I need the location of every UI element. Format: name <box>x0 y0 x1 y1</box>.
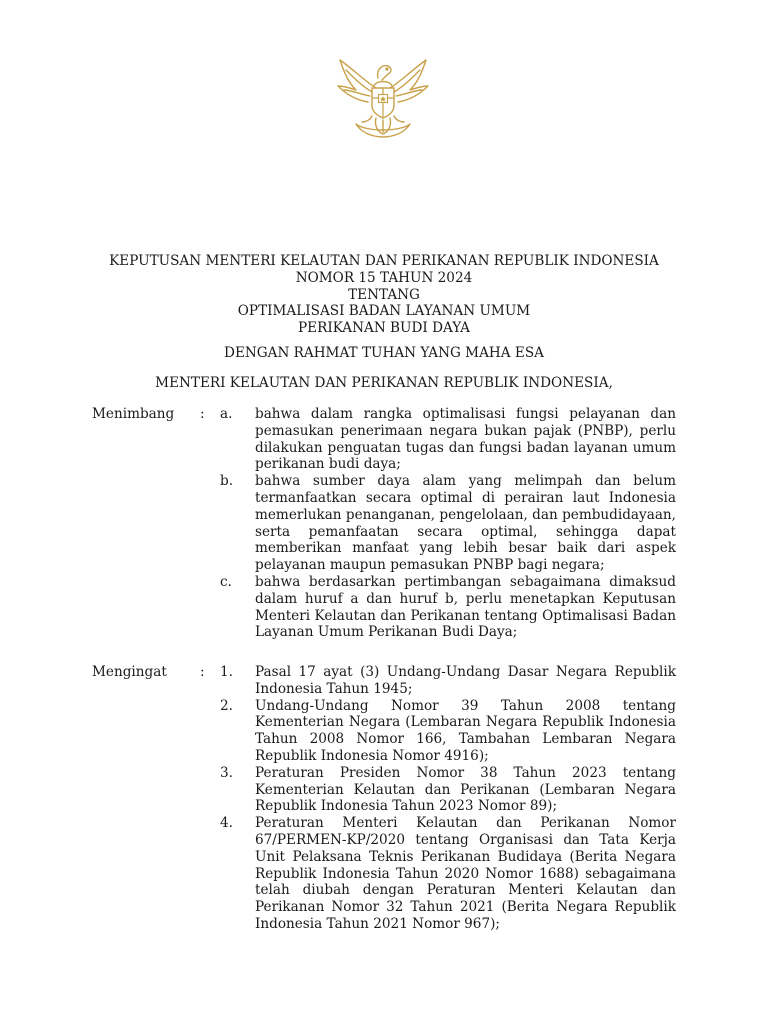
item-marker: c. <box>220 573 232 590</box>
item-marker: 4. <box>220 815 233 832</box>
item-marker: 3. <box>220 764 233 781</box>
item-marker: 1. <box>220 664 233 680</box>
title-line-subject-1: OPTIMALISASI BADAN LAYANAN UMUM <box>237 303 531 320</box>
item-marker: a. <box>220 406 233 422</box>
title-line-1: KEPUTUSAN MENTERI KELAUTAN DAN PERIKANAN REPUBLIK INDONESIA <box>109 253 659 269</box>
item-text: bahwa berdasarkan pertimbangan sebagaimana dimaksud dalam huruf a dan huruf b, perlu menetapkan Keputusan Menteri Kelautan dan Perikanan tentang Optimalisasi Badan Layanan Umum Perikanan Budi Daya; <box>255 573 676 641</box>
mengingat-label: Mengingat <box>92 664 167 680</box>
menimbang-colon: : <box>200 406 205 422</box>
title-line-number: NOMOR 15 TAHUN 2024 <box>295 269 473 286</box>
invocation-line: DENGAN RAHMAT TUHAN YANG MAHA ESA <box>224 345 544 361</box>
item-text: bahwa sumber daya alam yang melimpah dan belum termanfaatkan secara optimal di perairan laut Indonesia memerlukan penanganan, pengelolaan, dan pembudidayaan, serta pemanfaatan secara optimal, sehingga dapat memberikan manfaat yang lebih besar baik dari aspek pelayanan maupun pemasukan PNBP bagi negara; <box>255 473 676 574</box>
item-marker: b. <box>220 473 234 490</box>
garuda-emblem-icon <box>332 52 434 142</box>
list-item <box>92 574 676 641</box>
title-line-subject-2: PERIKANAN BUDI DAYA <box>298 320 470 337</box>
list-item <box>92 473 676 574</box>
item-text: Peraturan Presiden Nomor 38 Tahun 2023 tentang Kementerian Kelautan dan Perikanan (Lembaran Negara Republik Indonesia Tahun 2023 Nomor 89); <box>255 764 676 815</box>
issuer-line: MENTERI KELAUTAN DAN PERIKANAN REPUBLIK INDONESIA, <box>155 375 613 391</box>
item-text: Pasal 17 ayat (3) Undang-Undang Dasar Negara Republik Indonesia Tahun 1945; <box>255 664 676 697</box>
item-text: bahwa dalam rangka optimalisasi fungsi pelayanan dan pemasukan penerimaan negara bukan pajak (PNBP), perlu dilakukan penguatan tugas dan fungsi badan layanan umum perikanan budi daya; <box>255 406 676 473</box>
list-item <box>92 664 676 698</box>
item-text: Peraturan Menteri Kelautan dan Perikanan Nomor 67/PERMEN-KP/2020 tentang Organisasi dan Tata Kerja Unit Pelaksana Teknis Perikanan Budidaya (Berita Negara Republik Indonesia Tahun 2020 Nomor 1688) sebagaimana telah diubah dengan Peraturan Menteri Kelautan dan Perikanan Nomor 32 Tahun 2021 (Berita Negara Republik Indonesia Tahun 2021 Nomor 967); <box>255 815 676 932</box>
menimbang-label: Menimbang <box>92 406 175 422</box>
list-item <box>92 765 676 815</box>
item-text: Undang-Undang Nomor 39 Tahun 2008 tentang Kementerian Negara (Lembaran Negara Republik Indonesia Tahun 2008 Nomor 166, Tambahan Lembaran Negara Republik Indonesia Nomor 4916); <box>255 697 676 764</box>
title-line-about: TENTANG <box>348 286 420 303</box>
decree-title <box>0 253 768 337</box>
list-item <box>92 815 676 933</box>
mengingat-colon: : <box>200 664 205 680</box>
list-item <box>92 406 676 473</box>
item-marker: 2. <box>220 697 233 714</box>
list-item <box>92 698 676 765</box>
